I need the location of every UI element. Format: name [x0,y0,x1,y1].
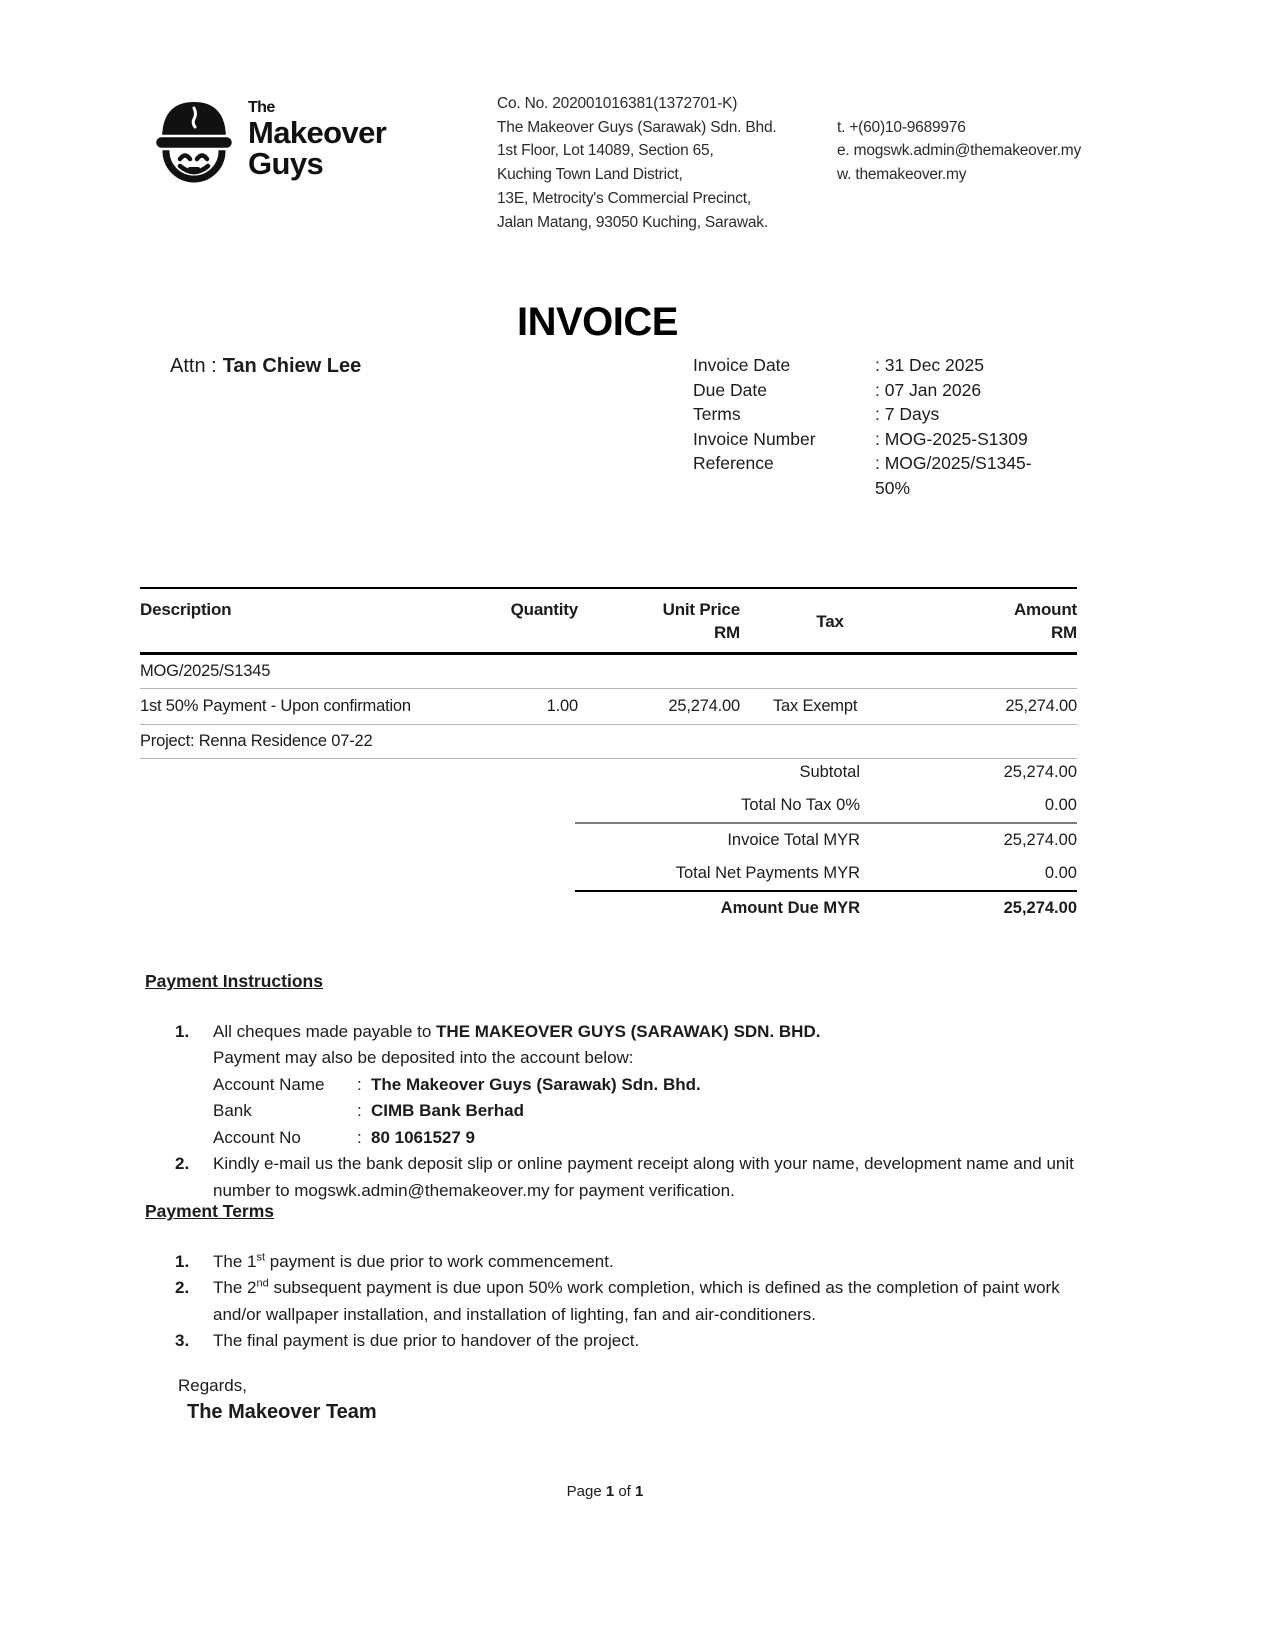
account-name-row [213,1072,1090,1099]
col-header-unit-price-line2: RM [713,623,740,642]
col-header-amount-line2: RM [1050,623,1077,642]
ordinal-superscript: st [256,1250,266,1263]
meta-label: Due Date [693,379,767,400]
list-number: 1. [175,1021,190,1041]
page-number-total: 1 [635,1483,644,1500]
meta-row-invoice-date [693,353,1032,378]
cell-tax: Tax Exempt [773,697,858,715]
table-group-row: MOG/2025/S1345 [140,655,1077,689]
attn-line [170,355,361,378]
list-body [213,1019,1090,1152]
term-text-part: The 2 [213,1278,257,1297]
col-header-unit-price [578,598,740,644]
payment-terms-heading: Payment Terms [145,1201,275,1221]
company-contact [837,116,1081,187]
total-value: 0.00 [1044,796,1077,814]
company-registration-no: Co. No. 202001016381(1372701-K) [497,95,738,112]
logo-word-the: The [248,99,275,116]
meta-label: Terms [693,404,741,425]
logo-word-guys: Guys [248,146,324,181]
meta-value: : 07 Jan 2026 [875,379,982,400]
signature-team-name: The Makeover Team [187,1401,377,1423]
total-label: Invoice Total MYR [727,831,860,849]
company-address-line4: Jalan Matang, 93050 Kuching, Sarawak. [497,213,768,231]
table-project-row: Project: Renna Residence 07-22 [140,725,1077,759]
company-address-line1: 1st Floor, Lot 14089, Section 65, [497,142,714,160]
total-row-no-tax [575,789,1077,822]
invoice-meta [693,353,1032,501]
account-name-label: Account Name [213,1074,325,1094]
total-label: Amount Due MYR [720,899,860,917]
meta-value: 50% [875,477,911,498]
document-title: INVOICE [517,300,678,344]
account-no-label: Account No [213,1127,301,1147]
logo-word-makeover: Makeover [248,115,387,150]
list-number: 3. [175,1331,190,1350]
company-address-line3: 13E, Metrocity's Commercial Precinct, [497,189,751,207]
separator: : [357,1127,362,1147]
totals-section [575,756,1077,925]
meta-label: Reference [693,453,774,474]
total-label: Total Net Payments MYR [675,864,860,882]
mascot-face-with-cap-icon [150,93,238,187]
meta-label: Invoice Number [693,428,816,449]
list-number: 2. [175,1154,190,1173]
payment-terms-section [145,1198,1090,1355]
deposit-line: Payment may also be deposited into the account below: [213,1048,634,1067]
total-row-net-payments [575,857,1077,890]
total-row-invoice-total [575,822,1077,857]
payee-name: THE MAKEOVER GUYS (SARAWAK) SDN. BHD. [436,1021,821,1041]
total-row-amount-due [575,890,1077,925]
meta-label [693,476,875,501]
total-value: 0.00 [1044,864,1077,882]
payment-term-3 [175,1328,1090,1355]
total-row-subtotal [575,756,1077,789]
table-header-row [140,587,1077,655]
meta-value: : 7 Days [875,404,940,425]
table-row [140,689,1077,725]
logo-wordmark [248,99,386,179]
account-no-row [213,1125,1090,1152]
meta-row-reference-cont [693,476,1032,501]
payment-instructions-heading: Payment Instructions [145,971,323,991]
cell-unit-price: 25,274.00 [668,697,740,715]
items-table [140,587,1077,759]
company-info [497,92,776,234]
term-text-part: subsequent payment is due upon 50% work completion, which is defined as the completion of paint work and/or wallpaper installation, and installation of lighting, fan and air-conditioners. [213,1278,1060,1324]
separator: : [357,1074,362,1094]
cell-quantity: 1.00 [546,697,578,715]
attn-label: Attn : [170,355,217,377]
page-number-current: 1 [605,1483,615,1500]
meta-value: : 31 Dec 2025 [875,355,984,375]
term-text-part: The 1 [213,1251,257,1271]
page-number-mid: of [614,1483,636,1500]
total-value: 25,274.00 [1003,763,1077,781]
total-label: Subtotal [799,763,860,781]
term-text-part: payment is due prior to work commencement. [265,1251,614,1271]
meta-row-reference [693,451,1032,476]
payment-instruction-item-2 [175,1151,1090,1204]
col-header-tax: Tax [816,611,844,631]
col-header-quantity: Quantity [510,600,578,619]
company-name: The Makeover Guys (Sarawak) Sdn. Bhd. [497,118,777,136]
term-text [213,1275,1090,1328]
attn-name: Tan Chiew Lee [222,355,362,377]
col-header-description: Description [140,600,232,619]
company-website: w. themakeover.my [837,166,967,184]
term-text: The final payment is due prior to handover of the project. [213,1331,640,1350]
cheque-line-prefix: All cheques made payable to [213,1021,437,1041]
payment-term-1 [175,1249,1090,1276]
list-number: 1. [175,1251,190,1271]
col-header-amount [920,598,1077,644]
meta-row-invoice-number [693,427,1032,452]
meta-value: : MOG/2025/S1345- [875,453,1032,474]
bank-value: CIMB Bank Berhad [371,1101,525,1120]
meta-row-terms [693,402,1032,427]
account-name-value: The Makeover Guys (Sarawak) Sdn. Bhd. [371,1074,701,1094]
cell-description: 1st 50% Payment - Upon confirmation [140,697,411,715]
company-email: e. mogswk.admin@themakeover.my [837,142,1082,160]
col-header-unit-price-line1: Unit Price [662,600,740,619]
payment-term-2 [175,1275,1090,1328]
email-instruction: Kindly e-mail us the bank deposit slip or online payment receipt along with your name, development name and unit number to mogswk.admin@themakeover.my for payment verification. [213,1154,1074,1200]
account-no-value: 80 1061527 9 [371,1127,475,1147]
meta-label: Invoice Date [693,355,791,375]
bank-label: Bank [213,1101,252,1120]
col-header-amount-line1: Amount [1013,600,1077,619]
company-logo [150,93,386,187]
ordinal-superscript: nd [256,1277,269,1290]
payment-instructions-section [145,968,1090,1204]
list-number: 2. [175,1278,190,1297]
total-label: Total No Tax 0% [741,796,860,814]
regards-line: Regards, [178,1376,247,1395]
separator: : [357,1101,362,1120]
payment-instruction-item-1 [175,1019,1090,1152]
bank-row [213,1098,1090,1125]
page-number [0,1483,1210,1500]
company-phone: t. +(60)10-9689976 [837,118,966,136]
page-number-prefix: Page [566,1483,606,1500]
company-address-line2: Kuching Town Land District, [497,166,683,184]
term-text [213,1249,1090,1276]
total-value: 25,274.00 [1003,899,1077,917]
meta-value: : MOG-2025-S1309 [875,428,1028,449]
total-value: 25,274.00 [1003,831,1077,849]
meta-row-due-date [693,378,1032,403]
cheque-line [213,1019,1090,1046]
cell-amount: 25,274.00 [1005,697,1077,715]
